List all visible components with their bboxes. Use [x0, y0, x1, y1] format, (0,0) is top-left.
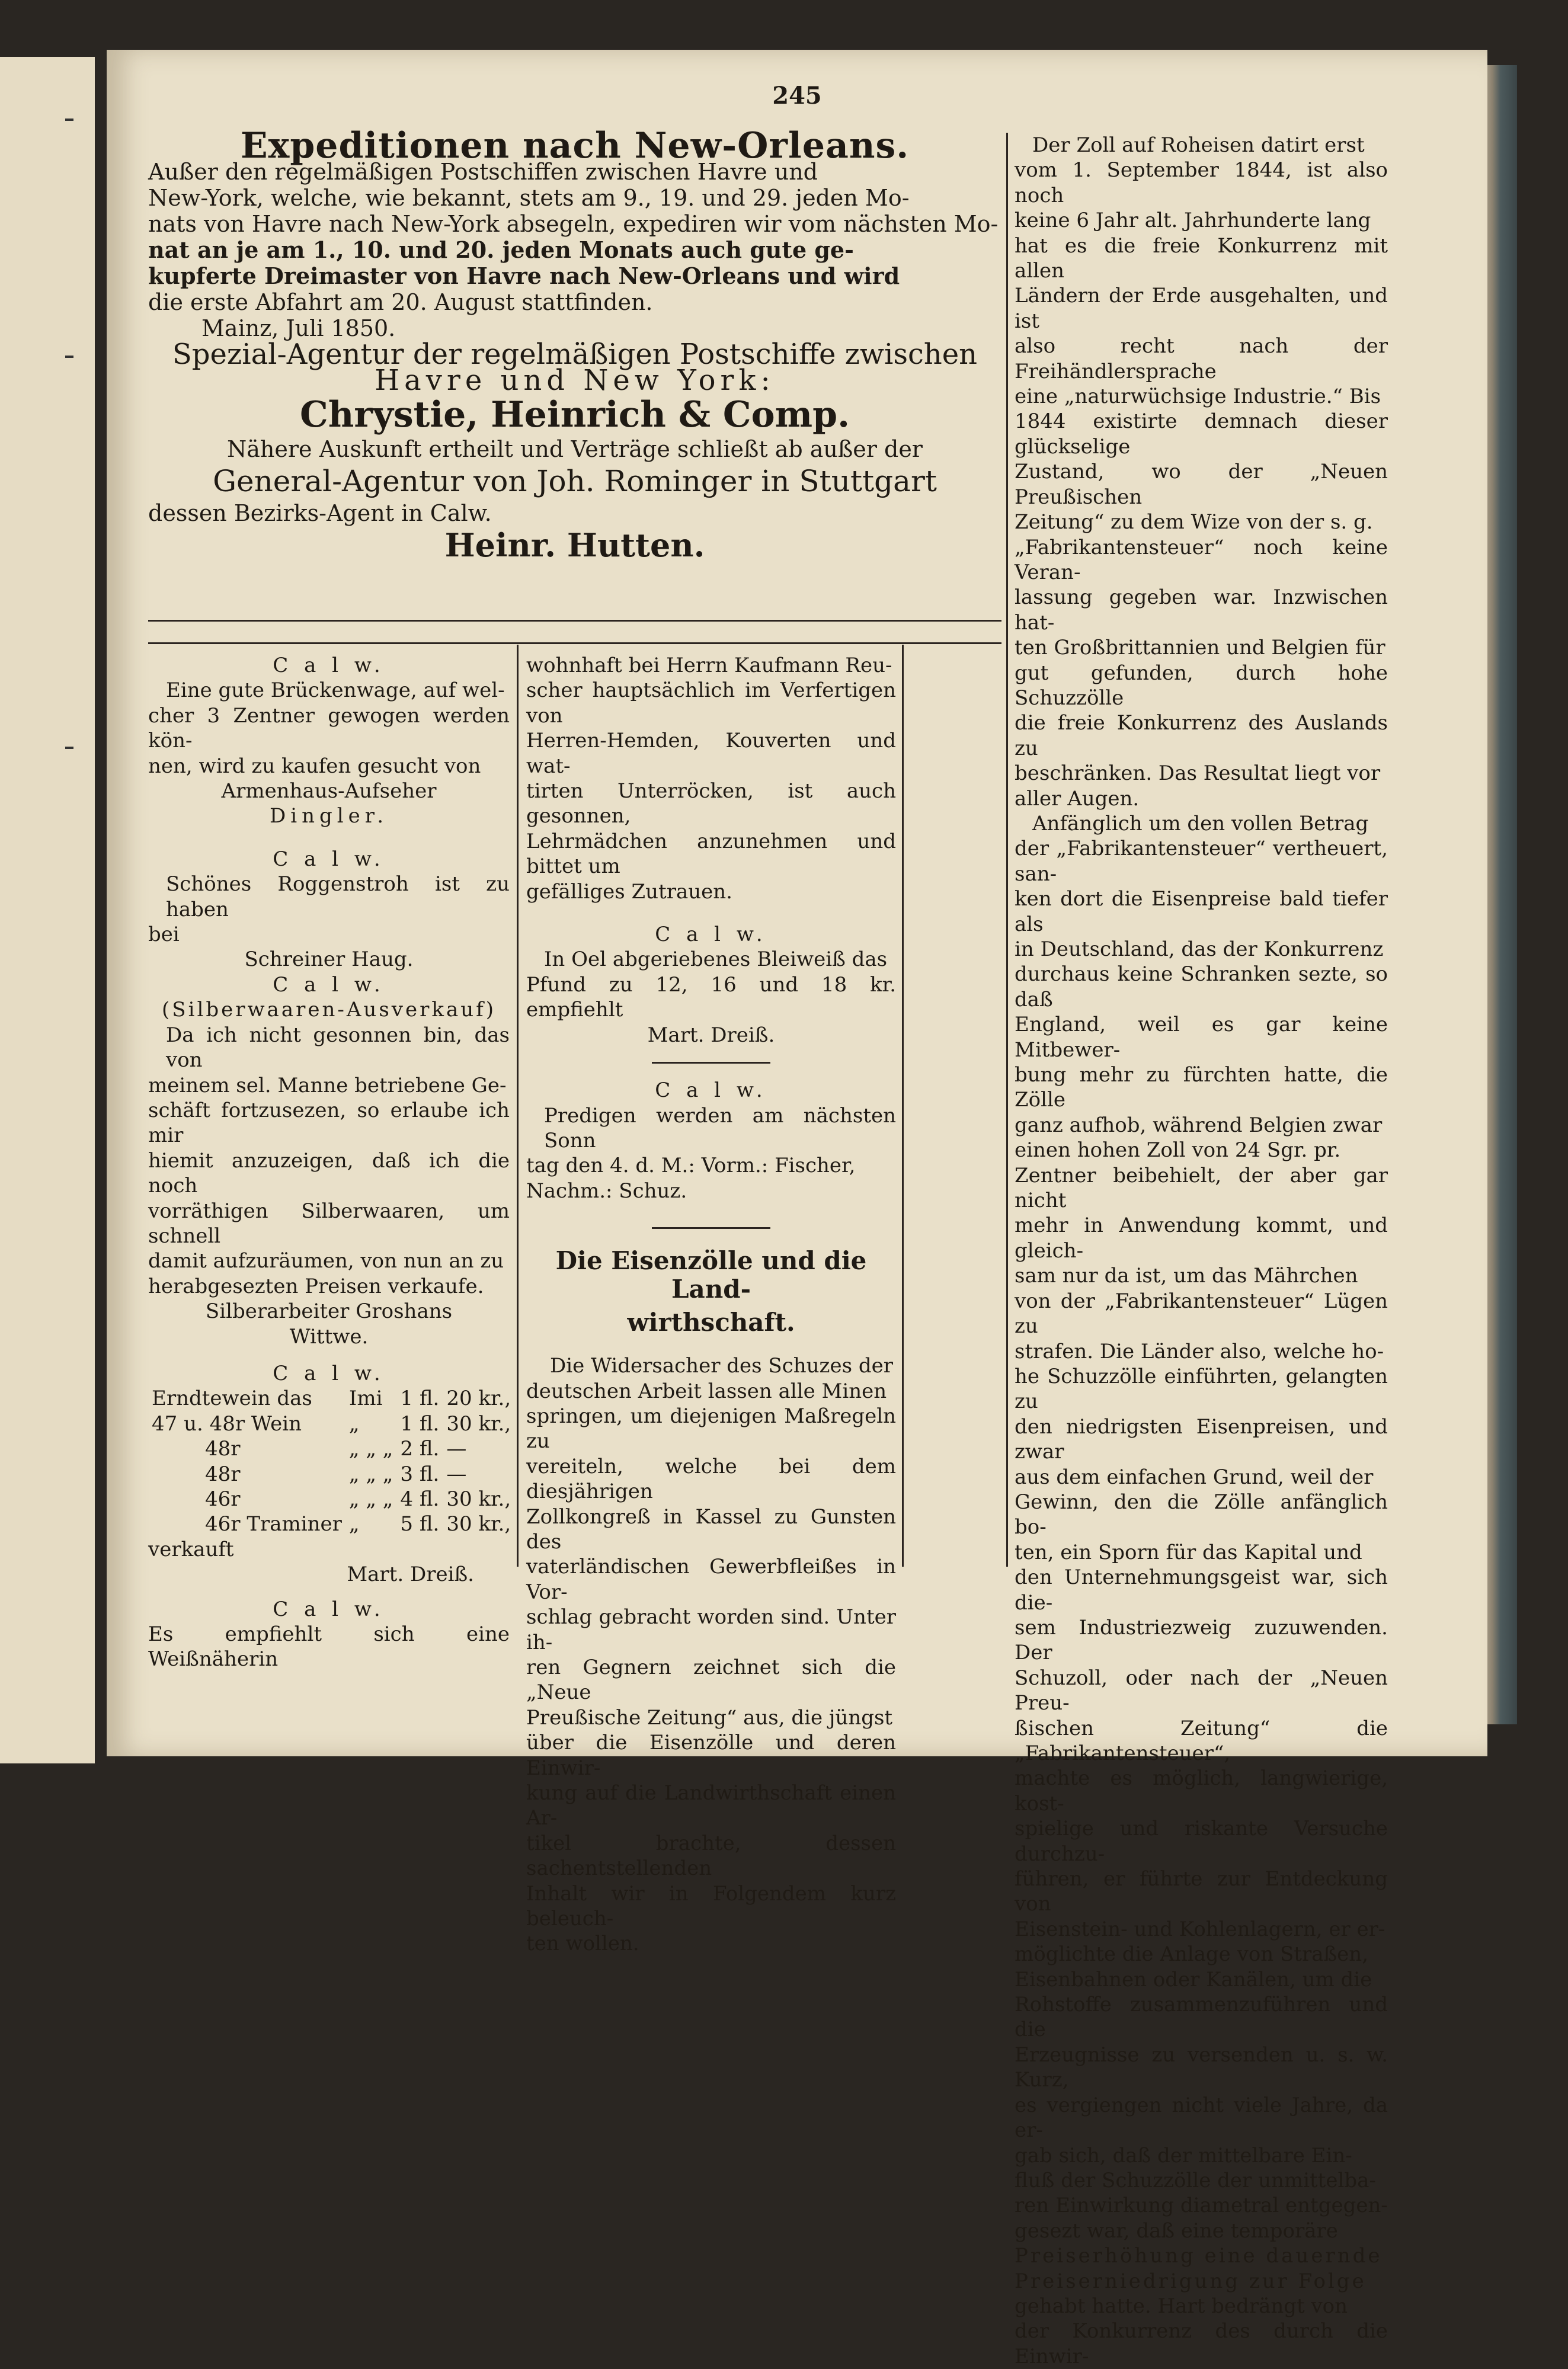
article-line: Zollkongreß in Kassel zu Gunsten des [526, 1504, 896, 1554]
price-kreuzer: 30 kr., [446, 1487, 511, 1511]
newspaper-page [107, 50, 1487, 2368]
article-title: wirthschaft. [627, 1308, 795, 1337]
article-line: sem Industriezweig zuzuwenden. Der [1015, 1615, 1388, 1665]
ad-district-agent: dessen Bezirks-Agent in Calw. [148, 500, 492, 526]
article-line: in Deutschland, das der Konkurrenz [1015, 937, 1384, 961]
column-rule [902, 645, 904, 1567]
notice-text: Predigen werden am nächsten Sonn [544, 1103, 896, 1153]
price-florin: 4 fl. [400, 1487, 440, 1511]
notice-text: bei [148, 923, 180, 947]
notice-text: In Oel abgeriebenes Bleiweiß das [544, 947, 888, 972]
notice-signature: Armenhaus-Aufseher [221, 779, 437, 803]
article-line: möglichte die Anlage von Straßen, [1015, 1942, 1369, 1967]
article-line: lassung gegeben war. Inzwischen hat- [1015, 585, 1388, 635]
article-line: bung mehr zu fürchten hatte, die Zölle [1015, 1063, 1388, 1112]
article-line: beschränken. Das Resultat liegt vor [1015, 761, 1381, 786]
article-line: England, weil es gar keine Mitbewer- [1015, 1013, 1388, 1062]
article-line: durchaus keine Schranken sezte, so daß [1015, 962, 1388, 1011]
price-unit: „ „ „ [348, 1487, 393, 1511]
notice-place: C a l w. [273, 1361, 385, 1385]
notice-place: C a l w. [273, 1597, 385, 1621]
article-line: eine „naturwüchsige Industrie.“ Bis [1015, 385, 1381, 409]
article-line: Rohstoffe zusammenzuführen und die [1015, 1993, 1388, 2042]
ad-company: Chrystie, Heinrich & Comp. [300, 394, 850, 436]
price-item: 46r [205, 1487, 241, 1511]
article-line: spielige und riskante Versuche durchzu- [1015, 1817, 1388, 1866]
article-line: aus dem einfachen Grund, weil der [1015, 1465, 1374, 1489]
notice-place: C a l w. [273, 654, 385, 677]
article-line: 1844 existirte demnach dieser glückselige [1015, 409, 1388, 459]
notice-text: Pfund zu 12, 16 und 18 kr. empfiehlt [526, 972, 896, 1022]
left-page-edge [0, 57, 95, 1763]
notice-signature: Silberarbeiter Groshans [205, 1299, 453, 1324]
article-line: kung auf die Landwirthschaft einen Ar- [526, 1781, 896, 1830]
price-florin: 5 fl. [400, 1512, 440, 1536]
ad-line: nats von Havre nach New-York absegeln, expediren wir vom nächsten Mo- [148, 211, 999, 237]
article-line: deutschen Arbeit lassen alle Minen [526, 1379, 887, 1403]
article-line: hat es die freie Konkurrenz mit allen [1015, 233, 1388, 283]
price-row [148, 1436, 514, 1461]
article-line: sam nur da ist, um das Mährchen [1015, 1264, 1358, 1288]
notice-text: Es empfiehlt sich eine Weißnäherin [148, 1622, 510, 1672]
ad-line: New-York, welche, wie bekannt, stets am 9., 19. und 29. jeden Mo- [148, 185, 910, 211]
notice-text: Nachm.: Schuz. [526, 1179, 687, 1203]
article-line: Schuzoll, oder nach der „Neuen Preu- [1015, 1666, 1388, 1715]
article-line: Zentner beibehielt, der aber gar nicht [1015, 1163, 1388, 1213]
price-row [148, 1462, 514, 1487]
ad-agency-1: Spezial-Agentur der regelmäßigen Postschiffe zwischen [172, 338, 978, 371]
article-line: Ländern der Erde ausgehalten, und ist [1015, 284, 1388, 333]
notice-signature: Mart. Dreiß. [347, 1563, 474, 1587]
notice-text: Herren-Hemden, Kouverten und wat- [526, 729, 896, 778]
ad-line: kupferte Dreimaster von Havre nach New-Orleans und wird [148, 262, 900, 289]
article-line: gehabt hatte. Hart bedrängt von [1015, 2294, 1348, 2318]
price-kreuzer: 30 kr., [446, 1411, 511, 1436]
notice-text: Lehrmädchen anzunehmen und bittet um [526, 829, 896, 879]
notice-text: tag den 4. d. M.: Vorm.: Fischer, [526, 1154, 856, 1178]
article-line: von der „Fabrikantensteuer“ Lügen zu [1015, 1289, 1388, 1339]
notice-text: tirten Unterröcken, ist auch gesonnen, [526, 779, 896, 828]
notice-text: gefälliges Zutrauen. [526, 879, 732, 904]
ad-line: die erste Abfahrt am 20. August stattfinden. [148, 289, 653, 315]
notice-signature: Mart. Dreiß. [647, 1023, 775, 1047]
column-2 [526, 653, 896, 1957]
ad-info: Nähere Auskunft ertheilt und Verträge schließt ab außer der [227, 436, 923, 462]
article-line: keine 6 Jahr alt. Jahrhunderte lang [1015, 209, 1371, 233]
article-line: tikel brachte, dessen sachentstellenden [526, 1831, 896, 1881]
price-unit: Imi [348, 1387, 383, 1411]
horizontal-rule [148, 642, 1001, 644]
ad-line: nat an je am 1., 10. und 20. jeden Monats auch gute ge- [148, 236, 854, 263]
article-line: einen hohen Zoll von 24 Sgr. pr. [1015, 1138, 1341, 1163]
notice-text: wohnhaft bei Herrn Kaufmann Reu- [526, 654, 892, 677]
article-line: ganz aufhob, während Belgien zwar [1015, 1113, 1383, 1137]
article-line: fluß der Schuzzölle der unmittelba- [1015, 2168, 1376, 2192]
price-kreuzer: — [446, 1462, 467, 1486]
notice-text: scher hauptsächlich im Verfertigen von [526, 678, 896, 728]
notice-text: vorräthigen Silberwaaren, um schnell [148, 1199, 510, 1248]
notice-place: C a l w. [273, 847, 385, 871]
article-line: ten Großbrittannien und Belgien für [1015, 636, 1385, 660]
price-unit: „ [348, 1411, 360, 1436]
notice-text: hiemit anzuzeigen, daß ich die noch [148, 1148, 510, 1198]
article-title: Die Eisenzölle und die Land- [555, 1246, 867, 1304]
notice-subtitle: (Silberwaaren-Ausverkauf) [162, 998, 496, 1022]
notice-place: C a l w. [655, 1078, 767, 1103]
article-line: über die Eisenzölle und deren Einwir- [526, 1731, 896, 1780]
notice-text: Da ich nicht gesonnen bin, das von [166, 1023, 510, 1073]
price-row [148, 1386, 514, 1411]
price-florin: 1 fl. [400, 1387, 440, 1411]
column-3 [1015, 133, 1388, 2369]
article-line: den Unternehmungsgeist war, sich die- [1015, 1566, 1388, 1615]
article-line: Inhalt wir in Folgendem kurz beleuch- [526, 1881, 896, 1931]
notice-text: cher 3 Zentner gewogen werden kön- [148, 703, 510, 753]
notice-text: Eine gute Brückenwage, auf wel- [166, 678, 505, 703]
article-line: ken dort die Eisenpreise bald tiefer als [1015, 887, 1388, 936]
price-unit: „ „ „ [348, 1462, 393, 1486]
article-line: ten, ein Sporn für das Kapital und [1015, 1540, 1362, 1564]
ad-place-date: Mainz, Juli 1850. [201, 315, 396, 341]
article-line: ßischen Zeitung“ die „Fabrikantensteuer“, [1015, 1716, 1388, 1765]
short-rule [652, 1227, 770, 1229]
price-item: Erndtewein das [152, 1387, 312, 1411]
horizontal-rule [148, 620, 1001, 622]
article-line: „Fabrikantensteuer“ noch keine Veran- [1015, 535, 1388, 584]
price-item: 48r [205, 1437, 241, 1461]
notice-signature: Dingler. [269, 804, 389, 828]
price-unit: „ „ „ [348, 1437, 393, 1461]
price-row [148, 1512, 514, 1536]
article-line: Preußische Zeitung“ aus, die jüngst [526, 1705, 893, 1730]
column-1 [148, 653, 510, 1672]
article-line: der Konkurrenz des durch die Einwir- [1015, 2319, 1388, 2368]
notice-text: Schönes Roggenstroh ist zu haben [166, 872, 510, 921]
article-line: ten wollen. [526, 1932, 639, 1956]
ad-line: Außer den regelmäßigen Postschiffen zwischen Havre und [148, 159, 818, 185]
notice-text: meinem sel. Manne betriebene Ge- [148, 1073, 507, 1097]
notice-signature: Schreiner Haug. [244, 947, 414, 972]
notice-text: nen, wird zu kaufen gesucht von [148, 754, 481, 778]
shipping-advertisement [148, 125, 1001, 564]
notice-signature: Wittwe. [289, 1324, 369, 1349]
price-kreuzer: 30 kr., [446, 1512, 511, 1536]
ad-title: Expeditionen nach New-Orleans. [240, 125, 910, 167]
article-line: he Schuzzölle einführten, gelangten zu [1015, 1364, 1388, 1414]
wine-price-table [148, 1386, 514, 1536]
article-line: die freie Konkurrenz des Auslands zu [1015, 711, 1388, 760]
short-rule [652, 1062, 770, 1064]
article-line: führen, er führte zur Entdeckung von [1015, 1867, 1388, 1916]
article-line: Die Widersacher des Schuzes der [550, 1354, 893, 1378]
ad-agency-2: Havre und New York: [375, 364, 775, 397]
column-rule [1006, 133, 1008, 1567]
article-line: mehr in Anwendung kommt, und gleich- [1015, 1214, 1388, 1263]
price-kreuzer: — [446, 1437, 467, 1461]
margin-mark [65, 747, 73, 749]
article-line: Gewinn, den die Zölle anfänglich bo- [1015, 1490, 1388, 1539]
article-line: schlag gebracht worden sind. Unter ih- [526, 1605, 896, 1654]
ad-agent-name: Heinr. Hutten. [444, 526, 705, 564]
notice-text: schäft fortzusezen, so erlaube ich mir [148, 1098, 510, 1148]
price-unit: „ [348, 1512, 360, 1536]
notice-place: C a l w. [655, 923, 767, 947]
article-line: machte es möglich, langwierige, kost- [1015, 1766, 1388, 1816]
price-florin: 1 fl. [400, 1411, 440, 1436]
article-line: Anfänglich um den vollen Betrag [1032, 811, 1369, 835]
price-row [148, 1411, 514, 1436]
article-line: ren Einwirkung diametral entgegen- [1015, 2194, 1388, 2218]
price-item: 46r Traminer [205, 1512, 342, 1536]
article-line: gut gefunden, durch hohe Schuzzölle [1015, 661, 1388, 710]
price-item: 47 u. 48r Wein [152, 1411, 302, 1436]
article-line: vom 1. September 1844, ist also noch [1015, 158, 1388, 207]
price-kreuzer: 20 kr., [446, 1387, 511, 1411]
ad-general-agency: General-Agentur von Joh. Rominger in Stuttgart [213, 464, 937, 498]
price-row [148, 1487, 514, 1512]
article-line: Erzeugnisse zu versenden u. s. w. Kurz, [1015, 2043, 1388, 2092]
article-line: aller Augen. [1015, 786, 1140, 811]
article-line: es vergiengen nicht viele Jahre, da er- [1015, 2093, 1388, 2143]
article-line: Preiserhöhung eine dauernde [1015, 2244, 1383, 2268]
margin-mark [65, 119, 73, 121]
article-line: Der Zoll auf Roheisen datirt erst [1032, 133, 1365, 157]
notice-place: C a l w. [273, 972, 385, 997]
article-line: ren Gegnern zeichnet sich die „Neue [526, 1656, 896, 1705]
price-item: 48r [205, 1462, 241, 1486]
article-line: gesezt war, daß eine temporäre [1015, 2218, 1338, 2243]
article-line: Zeitung“ zu dem Wize von der s. g. [1015, 510, 1373, 534]
article-line: vaterländischen Gewerbfleißes in Vor- [526, 1555, 896, 1604]
article-line: springen, um diejenigen Maßregeln zu [526, 1404, 896, 1454]
margin-mark [65, 356, 73, 358]
price-florin: 3 fl. [400, 1462, 440, 1486]
article-line: gab sich, daß der mittelbare Ein- [1015, 2143, 1352, 2168]
price-florin: 2 fl. [400, 1437, 440, 1461]
column-rule [517, 645, 519, 1567]
article-line: den niedrigsten Eisenpreisen, und zwar [1015, 1414, 1388, 1464]
article-line: der „Fabrikantensteuer“ vertheuert, san- [1015, 837, 1388, 886]
article-line: Preiserniedrigung zur Folge [1015, 2269, 1367, 2293]
notice-text: damit aufzuräumen, von nun an zu [148, 1249, 504, 1273]
article-line: Eisenstein- und Kohlenlagern, er er- [1015, 1917, 1385, 1941]
notice-text: verkauft [148, 1537, 234, 1561]
article-line: Zustand, wo der „Neuen Preußischen [1015, 460, 1388, 509]
article-line: Eisenbahnen oder Kanälen, um die [1015, 1967, 1372, 1992]
article-line: vereiteln, welche bei dem diesjährigen [526, 1454, 896, 1504]
notice-text: herabgesezten Preisen verkaufe. [148, 1274, 484, 1298]
article-line: also recht nach der Freihändlersprache [1015, 334, 1388, 383]
article-line: strafen. Die Länder also, welche ho- [1015, 1339, 1384, 1363]
page-number: 245 [772, 82, 822, 110]
